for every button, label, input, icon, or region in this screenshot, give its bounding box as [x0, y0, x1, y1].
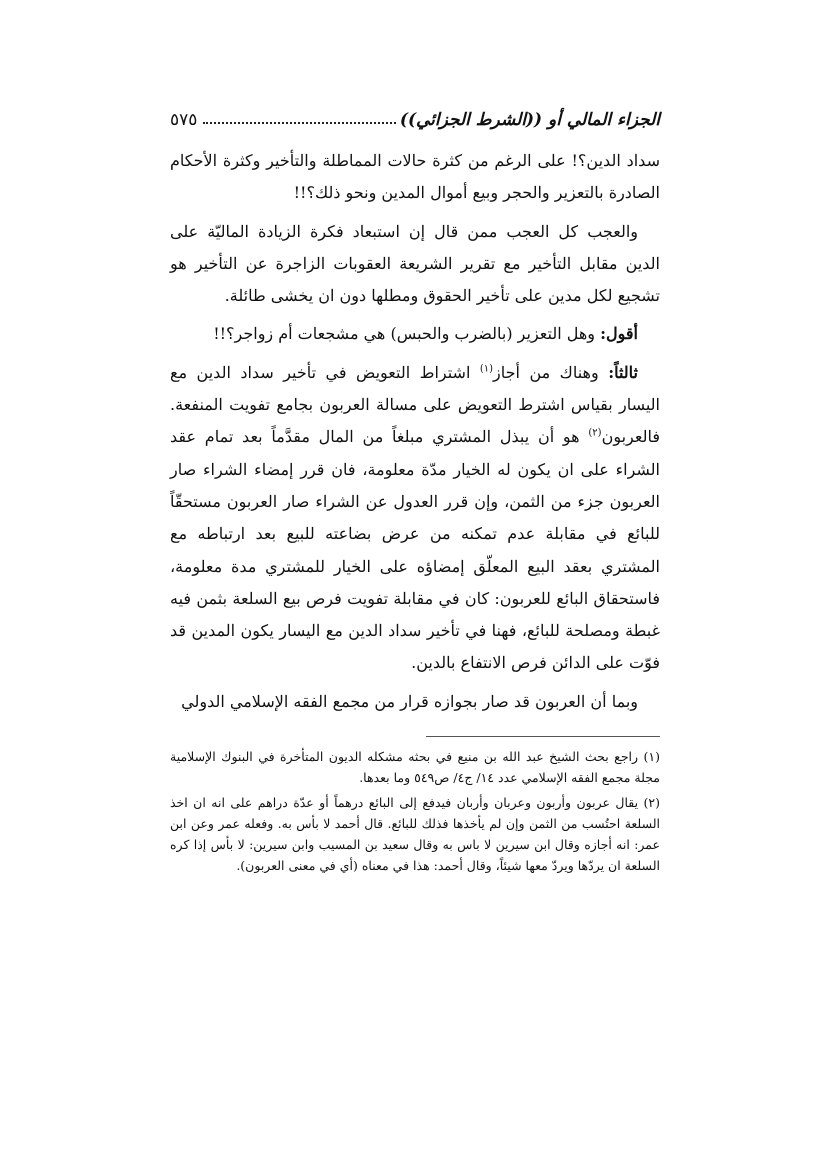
paragraph-4-text-a: وهناك من أجاز — [493, 362, 609, 382]
paragraph-3 — [170, 318, 660, 350]
leader-dots — [203, 121, 396, 124]
footnote-ref-1[interactable]: (١) — [479, 363, 494, 375]
paragraph-4-text-b: اشتراط التعويض في تأخير سداد الدين مع اليسار بقياس اشترط التعويض على مسالة العربون بجامع تفويت المنفعة. فالعربون — [170, 362, 660, 447]
paragraph-3-lead: أقول: — [600, 324, 638, 344]
footnote-ref-2[interactable]: (٢) — [588, 428, 602, 440]
footnotes — [170, 746, 660, 880]
paragraph-1: سداد الدين؟! على الرغم من كثرة حالات المماطلة والتأخير وكثرة الأحكام الصادرة بالتعزير والحجر وبيع أموال المدين ونحو ذلك؟!! — [170, 151, 660, 203]
footnote-1: (١) راجع بحث الشيخ عبد الله بن منيع في بحثه مشكله الديون المتأخرة في البنوك الإسلامية مجلة مجمع الفقه الإسلامي عدد ١٤/ ج٤/ ص٥٤٩ وما بعدها. — [170, 749, 660, 785]
footnote-2: (٢) يقال عربون وأربون وعربان وأربان فيدفع إلى البائع درهماً أو عدّة دراهم على انه ان اخذ السلعة احتُسب من الثمن وإن لم يأخذها فذلك للبائع. قال أحمد لا بأس به. وفعله عمر وعن ابن عمر: انه أجازه وقال ابن سيرين لا باس به وقال سعيد بن المسيب وابن سيرين: لا بأس إذا كره السلعة ان يردّها ويردّ معها شيئاً، وقال أحمد: هذا في معناه (أي في معنى العربون). — [170, 795, 660, 873]
paragraph-2: والعجب كل العجب ممن قال إن استبعاد فكرة الزيادة الماليّة على الدين مقابل التأخير مع تقرير الشريعة العقوبات الزاجرة عن التأخير هو تشجيع لكل مدين على تأخير الحقوق ومطلها دون ان يخشى طائلة. — [170, 221, 660, 306]
paragraph-4-lead: ثالثاً: — [608, 362, 638, 382]
paragraph-3-text: وهل التعزير (بالضرب والحبس) هي مشجعات أم زواجر؟!! — [213, 324, 601, 344]
paragraph-4 — [170, 357, 660, 680]
running-header — [170, 96, 660, 130]
main-text — [170, 145, 660, 724]
page-number: ٥٧٥ — [170, 110, 198, 130]
paragraph-4-text-c: هو أن يبذل المشتري مبلغاً من المال مقدَّماً بعد تمام عقد الشراء على ان يكون له الخيار مدّة معلومة، فان قرر إمضاء الشراء صار العربون جزء من الثمن، وإن قرر العدول عن الشراء صار العربون مستحقّاً للبائع في مقابلة عدم تمكنه من عرض بضاعته للبيع بعد ارتباطه مع المشتري بعقد البيع المعلّق إمضاؤه على الخيار للمشتري مدة معلومة، فاستحقاق البائع للعربون: كان في مقابلة تفويت فرص بيع السلعة بثمن فيه غبطة ومصلحة للبائع، فهنا في تأخير سداد الدين مع اليسار يكون المدين قد فوّت على الدائن فرص الانتفاع بالدين. — [170, 427, 660, 673]
paragraph-5: وبما أن العربون قد صار بجوازه قرار من مجمع الفقه الإسلامي الدولي — [181, 691, 638, 711]
footnote-separator — [426, 736, 660, 737]
running-title: الجزاء المالي أو ((الشرط الجزائي)) — [399, 110, 660, 130]
